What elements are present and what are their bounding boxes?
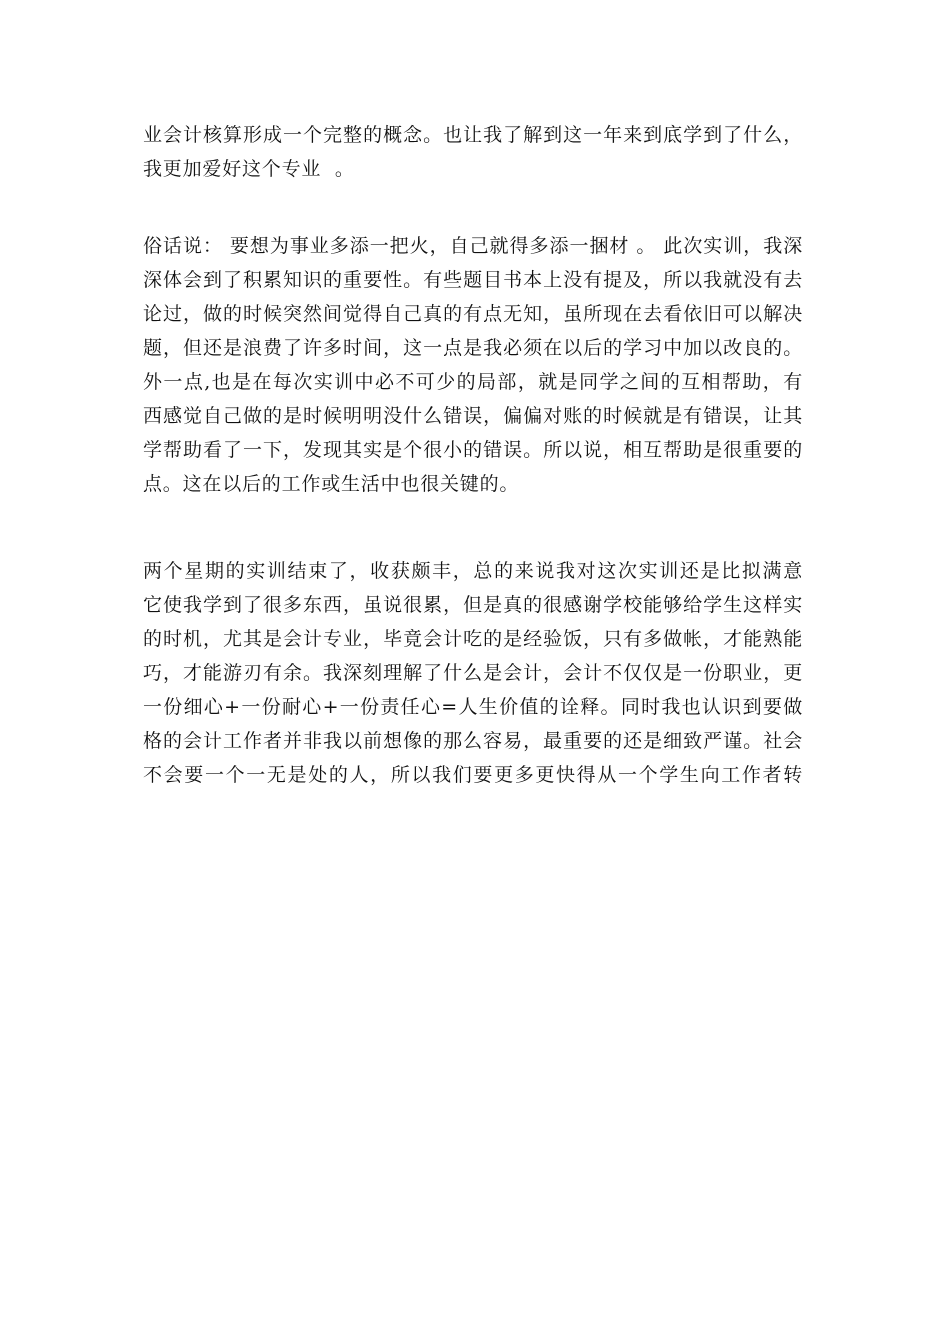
paragraph-2 (143, 229, 803, 501)
paragraph-line: 一份细心+一份耐心+一份责任心=人生价值的诠释。同时我也认识到要做 (143, 696, 803, 718)
paragraph-line: 外一点,也是在每次实训中必不可少的局部，就是同学之间的互相帮助，有 (143, 371, 803, 393)
paragraph-line: 我更加爱好这个专业 。 (143, 158, 355, 180)
paragraph-line: 的时机，尤其是会计专业，毕竟会计吃的是经验饭，只有多做帐，才能熟能 (143, 628, 803, 650)
paragraph-line: 业会计核算形成一个完整的概念。也让我了解到这一年来到底学到了什么， (143, 124, 803, 146)
paragraph-line: 题，但还是浪费了许多时间，这一点是我必须在以后的学习中加以改良的。 (143, 337, 803, 359)
paragraph-line: 巧，才能游刃有余。我深刻理解了什么是会计，会计不仅仅是一份职业，更 (143, 662, 803, 684)
paragraph-line: 不会要一个一无是处的人，所以我们要更多更快得从一个学生向工作者转 (143, 764, 803, 786)
paragraph-3 (143, 554, 803, 792)
paragraph-line: 论过，做的时候突然间觉得自己真的有点无知，虽所现在去看依旧可以解决 (143, 303, 803, 325)
paragraph-line: 两个星期的实训结束了，收获颇丰，总的来说我对这次实训还是比拟满意 (143, 560, 803, 582)
paragraph-line: 西感觉自己做的是时候明明没什么错误，偏偏对账的时候就是有错误，让其 (143, 405, 803, 427)
paragraph-line: 格的会计工作者并非我以前想像的那么容易，最重要的还是细致严谨。社会 (143, 730, 803, 752)
paragraph-line: 俗话说： 要想为事业多添一把火，自己就得多添一捆材 。 此次实训，我深 (143, 235, 803, 257)
paragraph-line: 深体会到了积累知识的重要性。有些题目书本上没有提及，所以我就没有去 (143, 269, 803, 291)
paragraph-1 (143, 118, 803, 186)
paragraph-line: 学帮助看了一下，发现其实是个很小的错误。所以说，相互帮助是很重要的 (143, 439, 803, 461)
paragraph-line: 它使我学到了很多东西，虽说很累，但是真的很感谢学校能够给学生这样实 (143, 594, 803, 616)
paragraph-line: 点。这在以后的工作或生活中也很关键的。 (143, 473, 520, 495)
